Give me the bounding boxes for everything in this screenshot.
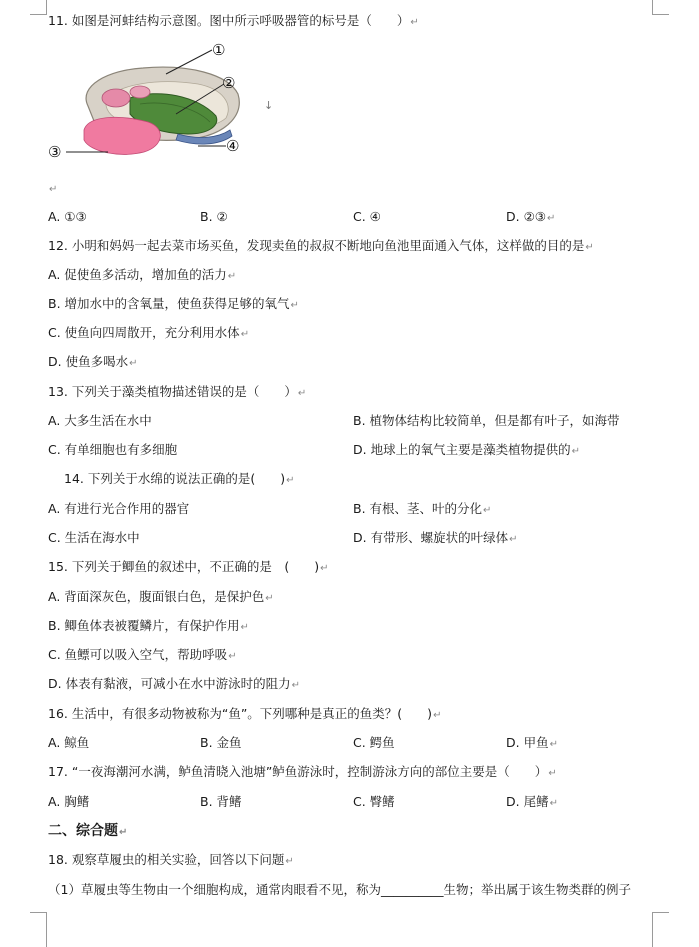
label-3: ③ [48, 143, 62, 161]
crop-mark-top-right-v [652, 0, 653, 14]
q11-stem: 11. 如图是河蚌结构示意图。图中所示呼吸器管的标号是（ ）↵ [48, 13, 419, 28]
q12-option-c: C. 使鱼向四周散开，充分利用水体↵ [48, 325, 250, 340]
q16-option-b: B. 金鱼 [200, 735, 242, 750]
q13-option-a: A. 大多生活在水中 [48, 413, 152, 428]
q14-option-a: A. 有进行光合作用的器官 [48, 501, 190, 516]
q16-stem: 16. 生活中，有很多动物被称为“鱼”。下列哪种是真正的鱼类？( )↵ [48, 706, 442, 721]
empty-paragraph-mark: ↵ [49, 184, 58, 195]
q11-option-b: B. ② [200, 209, 228, 224]
q16-option-c: C. 鳄鱼 [353, 735, 395, 750]
section-heading: 二、综合题↵ [48, 823, 128, 839]
q18-stem: 18. 观察草履虫的相关实验，回答以下问题↵ [48, 852, 294, 867]
label-1: ① [212, 41, 226, 59]
label-2: ② [222, 74, 236, 92]
q14-option-d: D. 有带形、螺旋状的叶绿体↵ [353, 530, 518, 545]
crop-mark-bottom-right-h [652, 912, 669, 913]
crop-mark-top-right-h [652, 14, 669, 15]
anchor-arrow: ↓ [264, 99, 274, 112]
mussel-diagram [48, 34, 258, 164]
q15-stem: 15. 下列关于鲫鱼的叙述中，不正确的是 ( )↵ [48, 559, 329, 574]
q15-option-a: A. 背面深灰色，腹面银白色，是保护色↵ [48, 589, 274, 604]
label-4: ④ [226, 137, 240, 155]
q13-option-b: B. 植物体结构比较简单，但是都有叶子，如海带 [353, 413, 620, 428]
q17-option-b: B. 背鳍 [200, 794, 242, 809]
q13-option-d: D. 地球上的氧气主要是藻类植物提供的↵ [353, 442, 580, 457]
q11-option-a: A. ①③ [48, 209, 87, 224]
q15-option-b: B. 鲫鱼体表被覆鳞片，有保护作用↵ [48, 618, 249, 633]
q17-option-d: D. 尾鳍↵ [506, 794, 558, 809]
foot [84, 117, 160, 154]
siphon [102, 89, 130, 107]
q18-sub1: （1）草履虫等生物由一个细胞构成，通常肉眼看不见，称为__________生物；举出属于该生物类群的例子 [48, 882, 631, 897]
q17-option-c: C. 臀鳍 [353, 794, 395, 809]
q17-option-a: A. 胸鳍 [48, 794, 90, 809]
q13-stem: 13. 下列关于藻类植物描述错误的是（ ）↵ [48, 384, 307, 399]
q14-option-b: B. 有根、茎、叶的分化↵ [353, 501, 492, 516]
q13-option-c: C. 有单细胞也有多细胞 [48, 442, 178, 457]
q14-stem: 14. 下列关于水绵的说法正确的是( )↵ [64, 471, 295, 486]
crop-mark-bottom-left-h [30, 912, 47, 913]
q12-option-a: A. 促使鱼多活动，增加鱼的活力↵ [48, 267, 237, 282]
q12-option-b: B. 增加水中的含氧量，使鱼获得足够的氧气↵ [48, 296, 299, 311]
crop-mark-top-left-v [46, 0, 47, 14]
crop-mark-top-left-h [30, 14, 47, 15]
q15-option-d: D. 体表有黏液，可减小在水中游泳时的阻力↵ [48, 676, 300, 691]
crop-mark-bottom-left-v [46, 912, 47, 947]
q11-option-c: C. ④ [353, 209, 381, 224]
q16-option-d: D. 甲鱼↵ [506, 735, 558, 750]
q12-stem: 12. 小明和妈妈一起去菜市场买鱼，发现卖鱼的叔叔不断地向鱼池里面通入气体，这样做的目的是↵ [48, 238, 594, 253]
q11-option-d: D. ②③↵ [506, 209, 556, 224]
paragraph-mark: ↵ [410, 17, 419, 28]
q14-option-c: C. 生活在海水中 [48, 530, 140, 545]
crop-mark-bottom-right-v [652, 912, 653, 947]
q17-stem: 17. “一夜海潮河水满，鲈鱼清晓入池塘”鲈鱼游泳时，控制游泳方向的部位主要是（ ）↵ [48, 764, 557, 779]
q15-option-c: C. 鱼鳔可以吸入空气，帮助呼吸↵ [48, 647, 237, 662]
q16-option-a: A. 鲸鱼 [48, 735, 90, 750]
q12-option-d: D. 使鱼多喝水↵ [48, 354, 138, 369]
